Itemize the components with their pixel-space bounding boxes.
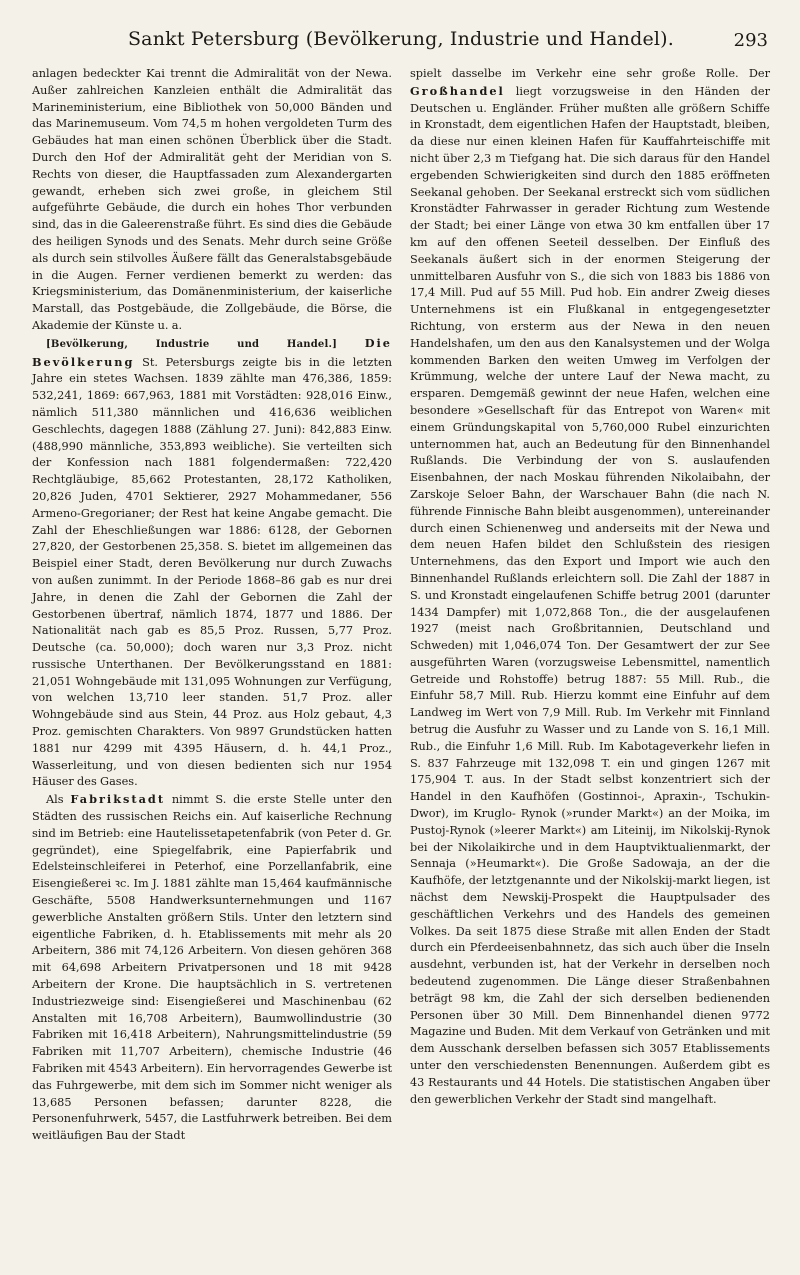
right-column <box>410 66 770 1145</box>
left-column <box>32 66 392 1145</box>
paragraph-trade-lead: spielt dasselbe im Verkehr eine sehr große Rolle. Der <box>410 67 770 80</box>
paragraph-industry-lead: Als <box>46 793 64 807</box>
paragraph-trade-text: liegt vorzugsweise in den Händen der Deutschen u. Engländer. Früher mußten alle größern Schiffe in Kronstadt, dem eigentlichen Hafen der Hauptstadt, bleiben, da diese nur einen kleinen Hafen für Kauffahrteischiffe mit nicht über 2,3 m Tiefgang hat. Die sich daraus für den Handel ergebenden Schwierigkeiten sind durch den 1885 eröffneten Seekanal gehoben. Der Seekanal erstreckt sich vom südlichen Kronstädter Fahrwasser in gerader Richtung zum Westende der Stadt; bei einer Länge von etwa 30 km entfallen über 17 km auf den offenen Seeteil desselben. Der Einfluß des Seekanals äußert sich in der enormen Steigerung der unmittelbaren Ausfuhr von S., die sich von 1883 bis 1886 von 17,4 Mill. Pud auf 55 Mill. Pud hob. Ein andrer Zweig dieses Unternehmens ist ein Flußkanal in entgegengesetzter Richtung, von ersterm aus der Newa in den neuen Handelshafen, um den aus den Kanalsystemen und der Wolga kommenden Barken den weiten Umweg im Verfolgen der Krümmung, welche der untere Lauf der Newa macht, zu ersparen. Demgemäß gewinnt der neue Hafen, welchen eine besondere »Gesellschaft für das Entrepot von Waren« mit einem Gründungskapital von 5,760,000 Rubel einzurichten unternommen hat, auch an Bedeutung für den Binnenhandel Rußlands. Die Verbindung der von S. auslaufenden Eisenbahnen, der nach Moskau führenden Nikolaibahn, der Zarskoje Seloer Bahn, der Warschauer Bahn (die nach N. führende Finnische Bahn bleibt ausgenommen), untereinander durch einen Schienenweg und anderseits mit der Newa und dem neuen Hafen bildet den Schlußstein des riesigen Unternehmens, das den Export und Import wie auch den Binnenhandel Rußlands erleichtern soll. Die Zahl der 1887 in S. und Kronstadt eingelaufenen Schiffe betrug 2001 (darunter 1434 Dampfer) mit 1,072,868 Ton., die der ausgelaufenen 1927 (meist nach Großbritannien, Deutschland und Schweden) mit 1,046,074 Ton. Der Gesamtwert der zur See ausgeführten Waren (vorzugsweise Lebensmittel, namentlich Getreide und Rohstoffe) betrug 1887: 55 Mill. Rub., die Einfuhr 58,7 Mill. Rub. Hierzu kommt eine Einfuhr auf dem Landweg im Wert von 7,9 Mill. Rub. Im Verkehr mit Finnland betrug die Ausfuhr zu Wasser und zu Lande von S. 16,1 Mill. Rub., die Einfuhr 1,6 Mill. Rub. Im Kabotageverkehr liefen in S. 837 Fahrzeuge mit 132,098 T. ein und gingen 1267 mit 175,904 T. aus. In der Stadt selbst konzentriert sich der Handel in den Kaufhöfen (Gostinnoi-, Apraxin-, Tschukin-Dwor), im Kruglo- Rynok (»runder Markt«) an der Moika, im Pustoj-Rynok (»leerer Markt«) am Liteinij, im Nikolskij-Rynok bei der Nikolaikirche und in dem Hauptviktualienmarkt, der Sennaja (»Heumarkt«). Die Große Sadowaja, an der die Kaufhöfe, der letztgenannte und der Nikolskij-markt liegen, ist nächst dem Newskij-Prospekt die Hauptpulsader des geschäftlichen Verkehrs und des Handels des gemeinen Volkes. Da seit 1875 diese Straße mit allen Enden der Stadt durch ein Pferdeeisenbahnnetz, das sich auch über die Inseln ausdehnt, verbunden ist, hat der Verkehr in derselben noch bedeutend zugenommen. Die Länge dieser Straßenbahnen beträgt 98 km, die Zahl der sich derselben bedienenden Personen über 30 Mill. Dem Binnenhandel dienen 9772 Magazine und Buden. Mit dem Verkauf von Getränken und mit dem Ausschank derselben befassen sich 3057 Etablissements unter den verschiedensten Benennungen. Außerdem gibt es 43 Restaurants und 44 Hotels. Die statistischen Angaben über den gewerblichen Verkehr der Stadt sind mangelhaft. <box>410 84 770 1106</box>
paragraph-industry <box>32 791 392 1145</box>
keyword-population: Die Bevölkerung <box>32 335 392 369</box>
paragraph-population <box>32 335 392 792</box>
running-title: Sankt Petersburg (Bevölkerung, Industrie und Handel). <box>127 28 675 50</box>
section-heading: [Bevölkerung, Industrie und Handel.] <box>46 338 338 350</box>
paragraph-admiralty: anlagen bedeckter Kai trennt die Admiralität von der Newa. Außer zahlreichen Kanzleien enthält die Admiralität das Marineministerium, eine Bibliothek von 50,000 Bänden und das Marinemuseum. Vom 74,5 m hohen vergoldeten Turm des Gebäudes hat man einen schönen Überblick über die Stadt. Durch den Hof der Admiralität geht der Meridian von S. Rechts von dieser, die Hauptfassaden zum Alexandergarten gewandt, erheben sich zwei große, in gleichem Stil aufgeführte Gebäude, die durch ein hohes Thor verbunden sind, das in die Galeerenstraße führt. Es sind dies die Gebäude des heiligen Synods und des Senats. Mehr durch seine Größe als durch sein stilvolles Äußere fällt das Generalstabsgebäude in die Augen. Ferner verdienen bemerkt zu werden: das Kriegsministerium, das Domänenministerium, der kaiserliche Marstall, das Postgebäude, die Zollgebäude, die Börse, die Akademie der Künste u. a. <box>32 67 392 332</box>
paragraph-industry-text: nimmt S. die erste Stelle unter den Städten des russischen Reichs ein. Auf kaiserliche Rechnung sind im Betrieb: eine Hautelissetapetenfabrik (von Peter d. Gr. gegründet), eine Spiegelfabrik, eine Papierfabrik und Edelsteinschleiferei in Peterhof, eine Porzellanfabrik, eine Eisengießerei ꝛc. Im J. 1881 zählte man 15,464 kaufmännische Geschäfte, 5508 Handwerksunternehmungen und 1167 gewerbliche Anstalten größern Stils. Unter den letztern sind eigentliche Fabriken, d. h. Etablissements mit mehr als 20 Arbeitern, 386 mit 74,126 Arbeitern. Von diesen gehören 368 mit 64,698 Arbeitern Privatpersonen und 18 mit 9428 Arbeitern der Krone. Die hauptsächlich in S. vertretenen Industriezweige sind: Eisengießerei und Maschinenbau (62 Anstalten mit 16,708 Arbeitern), Baumwollindustrie (30 Fabriken mit 16,418 Arbeitern), Nahrungsmittelindustrie (59 Fabriken mit 11,707 Arbeitern), chemische Industrie (46 Fabriken mit 4543 Arbeitern). Ein hervorragendes Gewerbe ist das Fuhrgewerbe, mit dem sich im Sommer nicht weniger als 13,685 Personen befassen; darunter 8228, die Personenfuhrwerk, 5457, die Lastfuhrwerk betreiben. Bei dem weitläufigen Bau der Stadt <box>32 793 393 1143</box>
page-header <box>32 28 770 62</box>
paragraph-trade <box>410 66 770 1108</box>
text-columns <box>32 66 770 1145</box>
keyword-wholesale: Großhandel <box>410 83 505 98</box>
keyword-factory-city: Fabrikstadt <box>70 792 166 807</box>
paragraph-population-text: St. Petersburgs zeigte bis in die letzten Jahre ein stetes Wachsen. 1839 zählte man 476,386, 1859: 532,241, 1869: 667,963, 1881 mit Vorstädten: 928,016 Einw., nämlich 511,380 männlichen und 416,636 weiblichen Geschlechts, dagegen 1888 (Zählung 27. Juni): 842,883 Einw. (488,990 männliche, 353,893 weibliche). Sie verteilten sich der Konfession nach 1881 folgendermaßen: 722,420 Rechtgläubige, 85,662 Protestanten, 28,172 Katholiken, 20,826 Juden, 4701 Sektierer, 2927 Mohammedaner, 556 Armeno-Gregorianer; der Rest hat keine Angabe gemacht. Die Zahl der Eheschließungen war 1886: 6128, der Gebornen 27,820, der Gestorbenen 25,358. S. bietet im allgemeinen das Beispiel einer Stadt, deren Bevölkerung nur durch Zuwachs von außen zunimmt. In der Periode 1868–86 gab es nur drei Jahre, in denen die Zahl der Gebornen die Zahl der Gestorbenen übertraf, nämlich 1874, 1877 und 1886. Der Nationalität nach gab es 85,5 Proz. Russen, 5,77 Proz. Deutsche (ca. 50,000); doch waren nur 3,3 Proz. nicht russische Unterthanen. Der Bevölkerungsstand en 1881: 21,051 Wohngebäude mit 131,095 Wohnungen zur Verfügung, von welchen 13,710 leer standen. 51,7 Proz. aller Wohngebäude sind aus Stein, 44 Proz. aus Holz gebaut, 4,3 Proz. gemischten Charakters. Von 9897 Grundstücken hatten 1881 nur 4299 mit 4395 Häusern, d. h. 44,1 Proz., Wasserleitung, und von diesen bedienten sich nur 1954 Häuser des Gases. <box>32 355 393 789</box>
page-number: 293 <box>733 30 768 51</box>
